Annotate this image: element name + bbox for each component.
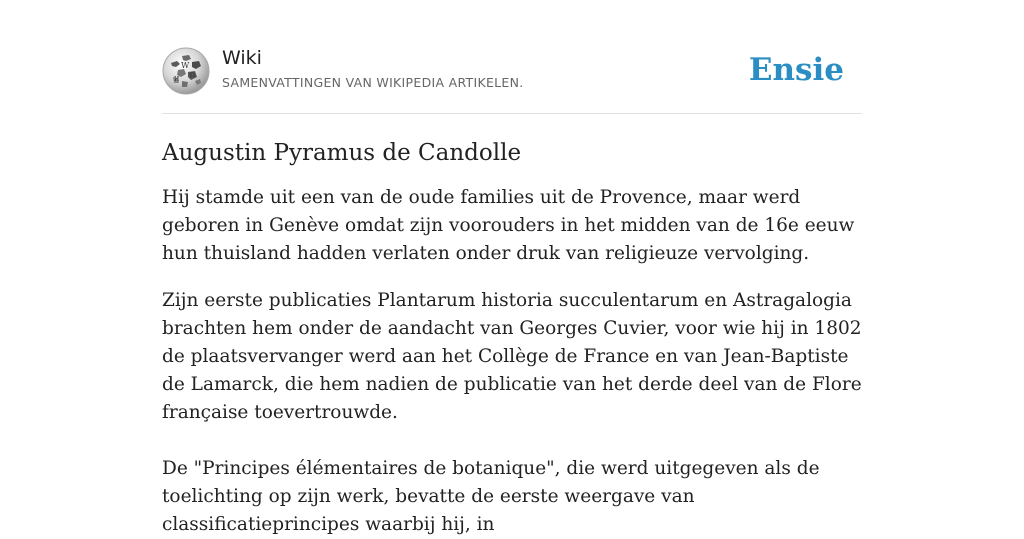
article-paragraph: Hij stamde uit een van de oude families uit de Provence, maar werd geboren in Genève omdat zijn voorouders in het midden van de 16e eeuw hun thuisland hadden verlaten onder druk van religieuze vervolging.: [162, 187, 855, 264]
svg-text:W: W: [181, 61, 190, 70]
article-paragraph: De "Principes élémentaires de botanique", die werd uitgegeven als de toelichting op zijn werk, bevatte de eerste weergave van classificatieprincipes waarbij hij, in: [162, 458, 820, 535]
site-header: [162, 44, 862, 114]
site-name[interactable]: Wiki: [222, 47, 262, 69]
article-title: Augustin Pyramus de Candolle: [162, 140, 522, 166]
wikipedia-globe-icon[interactable]: [162, 47, 210, 95]
svg-text:Ω: Ω: [190, 72, 195, 79]
brand-logo-text[interactable]: Ensie: [748, 52, 844, 88]
article-content: [162, 136, 862, 539]
article-paragraph: Zijn eerste publicaties Plantarum historia succulentarum en Astragalogia brachten hem onder de aandacht van Georges Cuvier, voor wie hij in 1802 de plaatsvervanger werd aan het Collège de France en van Jean-Baptiste de Lamarck, die hem nadien de publicatie van het derde deel van de Flore française toevertrouwde.: [162, 290, 862, 423]
svg-text:И: И: [174, 76, 180, 83]
site-tagline: SAMENVATTINGEN VAN WIKIPEDIA ARTIKELEN.: [222, 75, 524, 90]
